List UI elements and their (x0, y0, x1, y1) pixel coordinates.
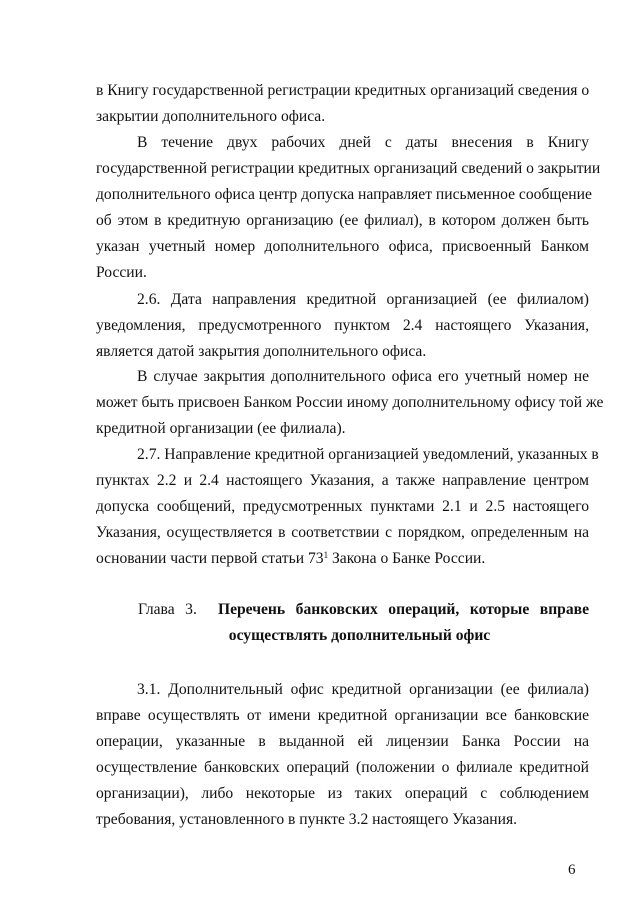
text-line: В течение двух рабочих дней с даты внесения в Книгу (137, 134, 589, 151)
text-line: уведомления, предусмотренного пунктом 2.4 настоящего Указания, (96, 317, 589, 334)
text-line: в Книгу государственной регистрации кредитных организаций сведения о (96, 82, 590, 99)
text-line: России. (96, 264, 147, 281)
paragraph-2-6 (96, 287, 589, 365)
chapter-title-continued: осуществлять дополнительный офис (228, 627, 491, 644)
paragraph-closing (96, 364, 604, 442)
page-number: 6 (568, 862, 576, 878)
paragraph-1 (96, 78, 589, 130)
text-line: может быть присвоен Банком России иному дополнительному офису той же (96, 394, 604, 411)
text-line: закрытии дополнительного офиса. (96, 108, 326, 125)
text-line: операции, указанные в выданной ей лицензии Банка России на (96, 733, 589, 750)
text-line: является датой закрытия дополнительного офиса. (96, 343, 427, 360)
text-line: Указания, осуществляется в соответствии с порядком, определенным на (96, 524, 589, 541)
paragraph-2 (96, 130, 601, 286)
text-fragment: основании части первой статьи 73 (96, 550, 324, 567)
text-fragment: Закона о Банке России. (328, 550, 486, 567)
text-line: пунктах 2.2 и 2.4 настоящего Указания, а также направление центром (96, 472, 589, 489)
text-line: 3.1. Дополнительный офис кредитной организации (ее филиала) (137, 681, 589, 698)
text-line: 2.6. Дата направления кредитной организацией (ее филиалом) (137, 291, 589, 308)
text-line: 2.7. Направление кредитной организацией уведомлений, указанных в (137, 446, 599, 463)
paragraph-2-7 (96, 442, 599, 572)
chapter-heading (96, 597, 589, 649)
text-line (96, 546, 589, 572)
text-line: В случае закрытия дополнительного офиса его учетный номер не (137, 368, 589, 385)
chapter-number: Глава 3. (138, 601, 197, 618)
text-line: требования, установленного в пункте 3.2 настоящего Указания. (96, 811, 518, 828)
heading-line (96, 597, 589, 623)
text-line: осуществление банковских операций (положении о филиале кредитной (96, 759, 589, 776)
text-line: кредитной организации (ее филиала). (96, 420, 346, 437)
text-line: вправе осуществлять от имени кредитной организации все банковские (96, 707, 589, 724)
text-line: об этом в кредитную организацию (ее филиал), в котором должен быть (96, 212, 589, 229)
text-line: указан учетный номер дополнительного офиса, присвоенный Банком (96, 238, 589, 255)
text-line: дополнительного офиса центр допуска направляет письменное сообщение (96, 186, 592, 203)
paragraph-3-1 (96, 677, 589, 833)
text-line: допуска сообщений, предусмотренных пунктами 2.1 и 2.5 настоящего (96, 498, 589, 515)
text-line: государственной регистрации кредитных организаций сведений о закрытии (96, 160, 601, 177)
text-line: организации), либо некоторые из таких операций с соблюдением (96, 785, 589, 802)
chapter-title: Перечень банковских операций, которые вправе (217, 601, 589, 618)
superscript: 1 (323, 550, 329, 560)
